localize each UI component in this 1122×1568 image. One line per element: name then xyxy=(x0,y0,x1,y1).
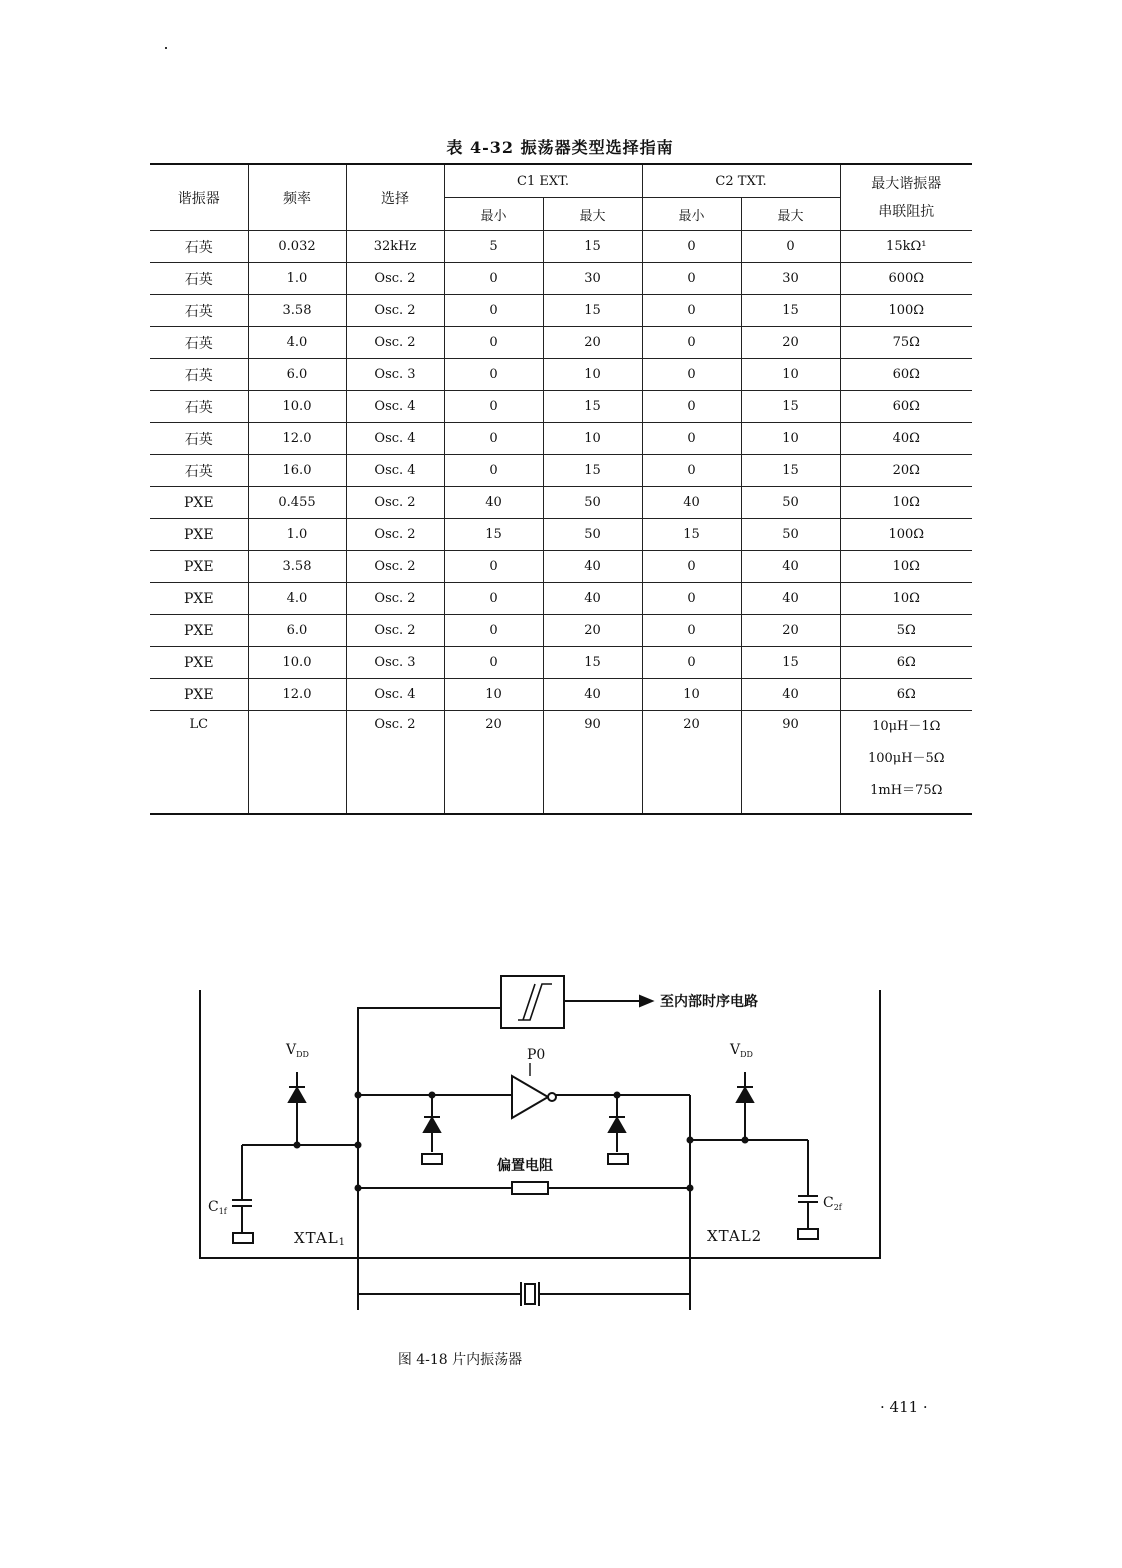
vdd-right-label xyxy=(729,1042,753,1059)
table-row xyxy=(150,391,972,423)
cell-frequency: 6.0 xyxy=(248,615,346,647)
cell-c1-min: 0 xyxy=(444,423,543,455)
cell-selection: 32kHz xyxy=(346,231,444,263)
cell-c2-max: 30 xyxy=(741,263,840,295)
cell-resonator: PXE xyxy=(150,615,248,647)
cell-selection: Osc. 2 xyxy=(346,615,444,647)
vdd-right-diode-icon xyxy=(737,1088,753,1102)
cell-selection: Osc. 3 xyxy=(346,359,444,391)
output-label: 至内部时序电路 xyxy=(660,994,758,1010)
junction-dot xyxy=(614,1092,621,1099)
ground-right-inner xyxy=(608,1154,628,1164)
cell-resonator: 石英 xyxy=(150,231,248,263)
cell-c2-max: 40 xyxy=(741,679,840,711)
p0-label: P0 xyxy=(527,1047,546,1063)
cell-c1-max: 10 xyxy=(543,359,642,391)
xtal1-main: XTAL xyxy=(294,1229,339,1247)
cell-selection: Osc. 3 xyxy=(346,647,444,679)
vdd-left-diode-icon xyxy=(289,1088,305,1102)
cell-selection: Osc. 2 xyxy=(346,295,444,327)
cell-c1-min: 0 xyxy=(444,295,543,327)
c2-label-sub: 2f xyxy=(833,1203,842,1212)
cell-resonator: 石英 xyxy=(150,391,248,423)
cell-c2-min: 0 xyxy=(642,583,741,615)
cell-resistance: 40Ω xyxy=(840,423,972,455)
c1-label-sub: 1f xyxy=(218,1207,227,1216)
cell-resonator: 石英 xyxy=(150,263,248,295)
cell-c2-min: 0 xyxy=(642,327,741,359)
table-row xyxy=(150,295,972,327)
cell-c2-min: 0 xyxy=(642,455,741,487)
cell-c1-min: 5 xyxy=(444,231,543,263)
cell-resonator: 石英 xyxy=(150,455,248,487)
cell-selection: Osc. 2 xyxy=(346,487,444,519)
lc-resistance-2: 100μH－5Ω xyxy=(867,751,945,766)
cell-c1-min: 0 xyxy=(444,263,543,295)
cell-c2-min: 0 xyxy=(642,295,741,327)
cell-selection: Osc. 2 xyxy=(346,519,444,551)
cell-c1-max: 15 xyxy=(543,647,642,679)
crystal-icon xyxy=(525,1284,535,1304)
cell-frequency: 3.58 xyxy=(248,295,346,327)
cell-c1-min: 0 xyxy=(444,359,543,391)
table-row xyxy=(150,423,972,455)
cell-resonator: PXE xyxy=(150,583,248,615)
cell-c2-max: 15 xyxy=(741,295,840,327)
cell-c1-min: 20 xyxy=(444,711,543,815)
cell-c2-max: 20 xyxy=(741,327,840,359)
cell-c1-max: 30 xyxy=(543,263,642,295)
cell-c2-min: 20 xyxy=(642,711,741,815)
c2-label xyxy=(823,1195,843,1212)
cell-c2-min: 40 xyxy=(642,487,741,519)
cell-selection: Osc. 4 xyxy=(346,679,444,711)
cell-resonator: 石英 xyxy=(150,327,248,359)
c1-ground xyxy=(233,1233,253,1243)
table-row xyxy=(150,583,972,615)
cell-frequency: 16.0 xyxy=(248,455,346,487)
cell-resistance: 6Ω xyxy=(840,679,972,711)
header-max-series-resistance xyxy=(840,164,972,231)
vdd-left-label xyxy=(285,1042,309,1059)
cell-selection: Osc. 2 xyxy=(346,711,444,815)
cell-c1-max: 15 xyxy=(543,231,642,263)
inverter-bubble xyxy=(548,1093,556,1101)
vdd-right-main: V xyxy=(730,1042,741,1058)
cell-selection: Osc. 4 xyxy=(346,455,444,487)
cell-c1-max: 90 xyxy=(543,711,642,815)
cell-resonator: PXE xyxy=(150,487,248,519)
cell-c1-max: 40 xyxy=(543,679,642,711)
cell-frequency: 1.0 xyxy=(248,519,346,551)
figure-caption: 图 4-18 片内振荡器 xyxy=(397,1352,523,1368)
table-row xyxy=(150,615,972,647)
diode-right-icon xyxy=(609,1118,625,1132)
table-row-lc xyxy=(150,711,972,815)
junction-dot xyxy=(294,1142,301,1149)
junction-dot xyxy=(355,1185,362,1192)
chip-boundary xyxy=(200,990,880,1258)
cell-c2-min: 15 xyxy=(642,519,741,551)
cell-c2-min: 0 xyxy=(642,647,741,679)
cell-resonator: 石英 xyxy=(150,359,248,391)
cell-c2-max: 50 xyxy=(741,519,840,551)
cell-c1-max: 15 xyxy=(543,295,642,327)
cell-resonator: PXE xyxy=(150,519,248,551)
page-number: · 411 · xyxy=(880,1398,928,1416)
cell-resistance: 6Ω xyxy=(840,647,972,679)
cell-frequency: 4.0 xyxy=(248,327,346,359)
cell-resistance: 15kΩ¹ xyxy=(840,231,972,263)
cell-c2-max: 50 xyxy=(741,487,840,519)
junction-dot xyxy=(687,1185,694,1192)
table-title: 表 4-32 振荡器类型选择指南 xyxy=(446,138,674,157)
header-selection: 选择 xyxy=(346,164,444,231)
junction-dot xyxy=(429,1092,436,1099)
header-c2-max: 最大 xyxy=(741,198,840,231)
cell-resistance: 60Ω xyxy=(840,391,972,423)
header-c1-min: 最小 xyxy=(444,198,543,231)
junction-dot xyxy=(355,1092,362,1099)
cell-resonator: PXE xyxy=(150,647,248,679)
cell-frequency: 12.0 xyxy=(248,679,346,711)
cell-frequency: 12.0 xyxy=(248,423,346,455)
table-row xyxy=(150,647,972,679)
cell-c2-max: 0 xyxy=(741,231,840,263)
cell-c1-max: 50 xyxy=(543,519,642,551)
cell-resistance: 20Ω xyxy=(840,455,972,487)
header-c1-max: 最大 xyxy=(543,198,642,231)
cell-c1-max: 15 xyxy=(543,391,642,423)
cell-c2-max: 15 xyxy=(741,455,840,487)
xtal2-label: XTAL2 xyxy=(707,1227,763,1245)
header-resistance-line2: 串联阻抗 xyxy=(878,203,935,220)
cell-frequency: 1.0 xyxy=(248,263,346,295)
cell-c1-min: 0 xyxy=(444,583,543,615)
junction-dot xyxy=(742,1137,749,1144)
cell-c1-min: 10 xyxy=(444,679,543,711)
cell-c2-max: 40 xyxy=(741,583,840,615)
cell-selection: Osc. 2 xyxy=(346,327,444,359)
cell-c2-max: 15 xyxy=(741,647,840,679)
xtal1-sub: 1 xyxy=(338,1237,347,1248)
cell-c2-max: 10 xyxy=(741,359,840,391)
junction-dot xyxy=(687,1137,694,1144)
header-frequency: 频率 xyxy=(248,164,346,231)
bias-resistor-label: 偏置电阻 xyxy=(497,1158,553,1174)
junction-dot xyxy=(355,1142,362,1149)
cell-frequency: 10.0 xyxy=(248,647,346,679)
schmitt-trigger-icon xyxy=(518,984,552,1020)
header-c1: C1 EXT. xyxy=(444,164,642,198)
cell-c1-max: 40 xyxy=(543,551,642,583)
bias-resistor-icon xyxy=(512,1182,548,1194)
cell-c2-max: 20 xyxy=(741,615,840,647)
cell-resistance: 100Ω xyxy=(840,295,972,327)
vdd-right-sub: DD xyxy=(740,1050,753,1059)
cell-frequency: 0.032 xyxy=(248,231,346,263)
cell-c2-min: 0 xyxy=(642,615,741,647)
vdd-left-main: V xyxy=(286,1042,297,1058)
cell-selection: Osc. 4 xyxy=(346,423,444,455)
cell-c2-min: 10 xyxy=(642,679,741,711)
cell-c2-min: 0 xyxy=(642,551,741,583)
cell-c1-max: 50 xyxy=(543,487,642,519)
header-resonator: 谐振器 xyxy=(150,164,248,231)
cell-c1-min: 0 xyxy=(444,551,543,583)
header-c2: C2 TXT. xyxy=(642,164,840,198)
stray-mark xyxy=(165,47,167,49)
cell-resistance xyxy=(840,711,972,815)
table-row xyxy=(150,487,972,519)
table-row xyxy=(150,519,972,551)
cell-frequency: 4.0 xyxy=(248,583,346,615)
diode-left-icon xyxy=(424,1118,440,1132)
table-row xyxy=(150,359,972,391)
cell-c2-max: 90 xyxy=(741,711,840,815)
cell-c1-min: 0 xyxy=(444,455,543,487)
cell-c2-min: 0 xyxy=(642,231,741,263)
table-row xyxy=(150,551,972,583)
output-arrow-icon xyxy=(640,996,652,1006)
cell-resistance: 5Ω xyxy=(840,615,972,647)
ground-left-inner xyxy=(422,1154,442,1164)
cell-c1-min: 0 xyxy=(444,647,543,679)
header-c2-min: 最小 xyxy=(642,198,741,231)
cell-resistance: 100Ω xyxy=(840,519,972,551)
cell-resistance: 60Ω xyxy=(840,359,972,391)
cell-c1-min: 0 xyxy=(444,391,543,423)
cell-c2-max: 10 xyxy=(741,423,840,455)
cell-resonator: 石英 xyxy=(150,423,248,455)
cell-c1-min: 0 xyxy=(444,327,543,359)
c2-ground xyxy=(798,1229,818,1239)
cell-c2-min: 0 xyxy=(642,359,741,391)
cell-frequency xyxy=(248,711,346,815)
cell-frequency: 6.0 xyxy=(248,359,346,391)
table-row xyxy=(150,679,972,711)
cell-resistance: 10Ω xyxy=(840,551,972,583)
xtal1-label xyxy=(294,1229,346,1248)
cell-c1-max: 15 xyxy=(543,455,642,487)
cell-c1-max: 20 xyxy=(543,327,642,359)
table-body xyxy=(150,231,972,815)
cell-selection: Osc. 2 xyxy=(346,583,444,615)
cell-selection: Osc. 2 xyxy=(346,551,444,583)
cell-frequency: 3.58 xyxy=(248,551,346,583)
lc-resistance-1: 10μH－1Ω xyxy=(872,719,941,734)
oscillator-selection-table xyxy=(150,163,972,815)
cell-c2-min: 0 xyxy=(642,391,741,423)
table-row xyxy=(150,231,972,263)
c2-label-main: C xyxy=(823,1195,834,1211)
cell-resonator: LC xyxy=(150,711,248,815)
cell-c2-max: 15 xyxy=(741,391,840,423)
cell-selection: Osc. 2 xyxy=(346,263,444,295)
cell-c1-max: 20 xyxy=(543,615,642,647)
oscillator-circuit-diagram xyxy=(190,960,890,1320)
cell-resistance: 75Ω xyxy=(840,327,972,359)
table-row xyxy=(150,327,972,359)
cell-frequency: 10.0 xyxy=(248,391,346,423)
cell-resonator: PXE xyxy=(150,551,248,583)
lc-resistance-3: 1mH＝75Ω xyxy=(870,783,943,798)
cell-selection: Osc. 4 xyxy=(346,391,444,423)
header-resistance-line1: 最大谐振器 xyxy=(871,175,942,192)
c1-label-main: C xyxy=(208,1199,219,1215)
cell-c1-max: 10 xyxy=(543,423,642,455)
schmitt-trigger-box xyxy=(501,976,564,1028)
cell-resonator: 石英 xyxy=(150,295,248,327)
cell-resistance: 10Ω xyxy=(840,487,972,519)
cell-c1-min: 40 xyxy=(444,487,543,519)
cell-c2-min: 0 xyxy=(642,263,741,295)
cell-c1-min: 15 xyxy=(444,519,543,551)
table-row xyxy=(150,263,972,295)
cell-c1-min: 0 xyxy=(444,615,543,647)
cell-resistance: 10Ω xyxy=(840,583,972,615)
c1-label xyxy=(208,1199,228,1216)
table-row xyxy=(150,455,972,487)
vdd-left-sub: DD xyxy=(296,1050,309,1059)
cell-c1-max: 40 xyxy=(543,583,642,615)
inverter-icon xyxy=(512,1076,548,1118)
cell-resistance: 600Ω xyxy=(840,263,972,295)
cell-c2-max: 40 xyxy=(741,551,840,583)
cell-frequency: 0.455 xyxy=(248,487,346,519)
cell-resonator: PXE xyxy=(150,679,248,711)
cell-c2-min: 0 xyxy=(642,423,741,455)
